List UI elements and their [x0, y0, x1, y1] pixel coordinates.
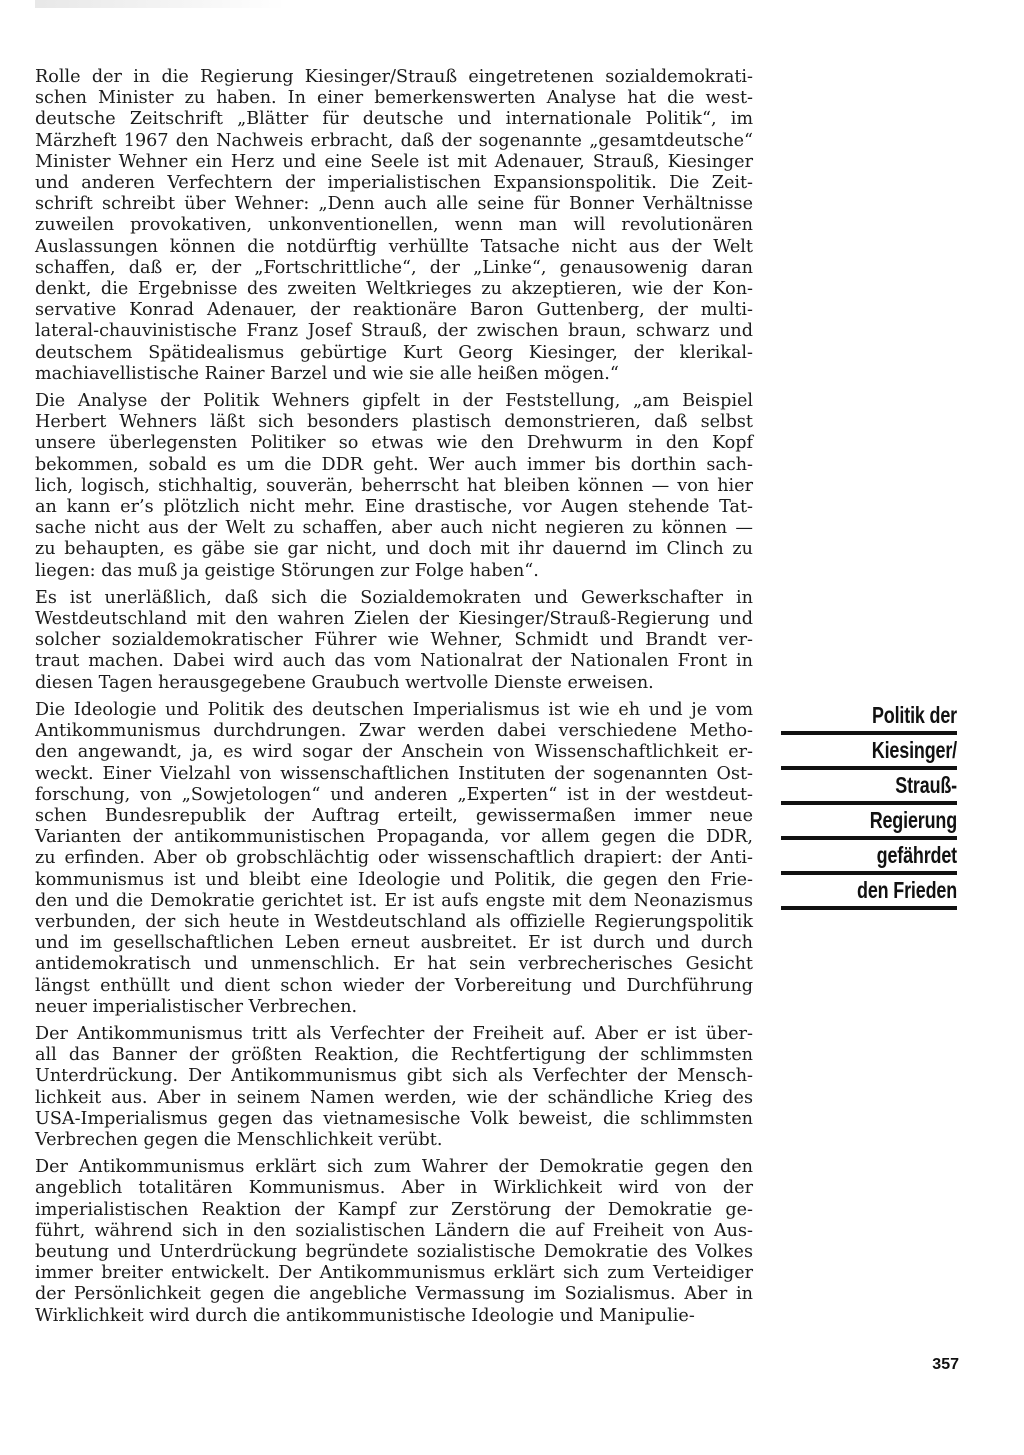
text-line: Wirklichkeit wird durch die antikommunistische Ideologie und Manipulie-: [35, 1305, 695, 1326]
text-line: und anderen Verfechtern der imperialistischen Expansionspolitik. Die Zeit-: [35, 173, 753, 194]
text-line: lich, logisch, stichhaltig, souverän, beherrscht hat bleiben können — von hier: [35, 475, 753, 496]
text-line: liegen: das muß ja geistige Störungen zur Folge haben“.: [35, 560, 539, 581]
text-line: neuer imperialistischer Verbrechen.: [35, 996, 358, 1017]
text-line: sache nicht aus der Welt zu schaffen, aber auch nicht negieren zu können —: [35, 518, 753, 539]
text-line: antidemokratisch und unmenschlich. Er hat sein verbrecherisches Gesicht: [35, 954, 753, 975]
text-line: unsere überlegensten Politiker so etwas wie den Drehwurm in den Kopf: [35, 433, 753, 454]
text-line: machiavellistische Rainer Barzel und wie sie alle heißen mögen.“: [35, 363, 619, 384]
text-line: und im gesellschaftlichen Leben erneut ausbreitet. Er ist durch und durch: [35, 933, 753, 954]
text-line: den angewandt, ja, es wird sogar der Anschein von Wissenschaftlichkeit er-: [35, 742, 753, 763]
heading-line: Politik der: [871, 702, 957, 728]
text-line: angeblich totalitären Kommunismus. Aber in Wirklichkeit wird von der: [35, 1178, 753, 1199]
text-line: den und die Demokratie gerichtet ist. Er ist aufs engste mit dem Neonazismus: [35, 890, 753, 911]
page-number: 357: [932, 1356, 959, 1373]
text-line: Auslassungen können die notdürftig verhüllte Tatsache nicht aus der Welt: [35, 236, 753, 257]
text-line: Es ist unerläßlich, daß sich die Sozialdemokraten und Gewerkschafter in: [35, 587, 753, 608]
heading-line: gefährdet: [876, 842, 957, 868]
text-line: deutsche Zeitschrift „Blätter für deutsche und internationale Politik“, im: [35, 109, 753, 130]
text-line: zuweilen provokativen, unkonventionellen, wenn man will revolutionären: [35, 215, 753, 236]
text-line: Rolle der in die Regierung Kiesinger/Strauß eingetretenen sozialdemokrati-: [35, 67, 753, 87]
text-line: Der Antikommunismus tritt als Verfechter der Freiheit auf. Aber er ist über-: [35, 1023, 753, 1044]
paragraph: [35, 700, 753, 1018]
text-line: all das Banner der größten Reaktion, die Rechtfertigung der schlimmsten: [35, 1045, 753, 1066]
paragraph: [35, 588, 753, 694]
scan-smudge: [35, 0, 285, 8]
text-line: Herbert Wehners läßt sich besonders plastisch demonstrieren, daß selbst: [35, 412, 753, 433]
text-line: Varianten der antikommunistischen Propaganda, vor allem gegen die DDR,: [35, 827, 753, 848]
text-line: immer breiter entwickelt. Der Antikommunismus erklärt sich zum Verteidiger: [35, 1263, 753, 1284]
text-line: Die Ideologie und Politik des deutschen Imperialismus ist wie eh und je vom: [35, 699, 753, 720]
text-line: Unterdrückung. Der Antikommunismus gibt sich als Verfechter der Mensch-: [35, 1066, 753, 1087]
text-line: kommunismus ist und bleibt eine Ideologie und Politik, die gegen den Frie-: [35, 869, 753, 890]
paragraph: [35, 67, 753, 385]
text-line: schen Bundesrepublik der Auftrag erteilt, gewissermaßen immer neue: [35, 805, 753, 826]
text-line: Der Antikommunismus erklärt sich zum Wahrer der Demokratie gegen den: [35, 1157, 753, 1178]
text-line: verbunden, der sich heute in Westdeutschland als offizielle Regierungspolitik: [35, 911, 753, 932]
heading-rule: [781, 906, 957, 910]
heading-line: Strauß-: [895, 772, 957, 798]
text-line: weckt. Einer Vielzahl von wissenschaftlichen Instituten der sogenannten Ost-: [35, 763, 753, 784]
heading-line: Regierung: [869, 807, 957, 833]
text-line: lateral-chauvinistische Franz Josef Strauß, der zwischen braun, schwarz und: [35, 321, 753, 342]
text-line: servative Konrad Adenauer, der reaktionäre Baron Guttenberg, der multi-: [35, 300, 753, 321]
text-line: bekommen, sobald es um die DDR geht. Wer auch immer bis dorthin sach-: [35, 454, 753, 475]
text-line: Antikommunismus durchdrungen. Zwar werden dabei verschiedene Metho-: [35, 721, 753, 742]
heading-line: Kiesinger/: [871, 737, 957, 763]
text-line: Minister Wehner ein Herz und eine Seele ist mit Adenauer, Strauß, Kiesinger: [35, 151, 753, 172]
margin-heading: [781, 700, 957, 910]
heading-line: den Frieden: [857, 877, 957, 903]
text-line: längst enthüllt und dient schon wieder der Vorbereitung und Durchführung: [35, 975, 753, 996]
text-line: deutschem Spätidealismus gebürtige Kurt Georg Kiesinger, der klerikal-: [35, 342, 753, 363]
text-line: der Persönlichkeit gegen die angebliche Vermassung im Sozialismus. Aber in: [35, 1284, 753, 1305]
text-line: denkt, die Ergebnisse des zweiten Weltkrieges zu akzeptieren, wie der Kon-: [35, 279, 753, 300]
paragraph: [35, 1024, 753, 1151]
text-line: Märzheft 1967 den Nachweis erbracht, daß der sogenannte „gesamtdeutsche“: [35, 130, 753, 151]
text-line: schen Minister zu haben. In einer bemerkenswerten Analyse hat die west-: [35, 88, 753, 109]
text-line: USA-Imperialismus gegen das vietnamesische Volk beweist, die schlimmsten: [35, 1108, 753, 1129]
text-line: forschung, von „Sowjetologen“ und anderen „Experten“ ist in der westdeut-: [35, 784, 753, 805]
text-line: Verbrechen gegen die Menschlichkeit verübt.: [35, 1129, 443, 1150]
text-line: imperialistischen Reaktion der Kampf zur Zerstörung der Demokratie ge-: [35, 1199, 753, 1220]
text-line: diesen Tagen herausgegebene Graubuch wertvolle Dienste erweisen.: [35, 672, 654, 693]
text-line: zu erfinden. Aber ob grobschlächtig oder wissenschaftlich drapiert: der Anti-: [35, 848, 753, 869]
text-line: Westdeutschland mit den wahren Zielen der Kiesinger/Strauß-Regierung und: [35, 609, 753, 630]
text-line: führt, während sich in den sozialistischen Ländern die auf Freiheit von Aus-: [35, 1220, 753, 1241]
text-line: lichkeit aus. Aber in seinem Namen werden, wie der schändliche Krieg des: [35, 1087, 753, 1108]
body-text: [35, 67, 753, 1333]
text-line: Die Analyse der Politik Wehners gipfelt in der Feststellung, „am Beispiel: [35, 391, 753, 412]
text-line: schaffen, daß er, der „Fortschrittliche“, der „Linke“, genausowenig daran: [35, 257, 753, 278]
paragraph: [35, 1157, 753, 1327]
text-line: traut machen. Dabei wird auch das vom Nationalrat der Nationalen Front in: [35, 651, 753, 672]
text-line: schrift schreibt über Wehner: „Denn auch alle seine für Bonner Verhältnisse: [35, 194, 753, 215]
text-line: an kann er’s plötzlich nicht mehr. Eine drastische, vor Augen stehende Tat-: [35, 497, 753, 518]
text-line: beutung und Unterdrückung begründete sozialistische Demokratie des Volkes: [35, 1241, 753, 1262]
text-line: solcher sozialdemokratischer Führer wie Wehner, Schmidt und Brandt ver-: [35, 630, 753, 651]
paragraph: [35, 391, 753, 582]
text-line: zu behaupten, es gäbe sie gar nicht, und doch mit ihr dauernd im Clinch zu: [35, 539, 753, 560]
